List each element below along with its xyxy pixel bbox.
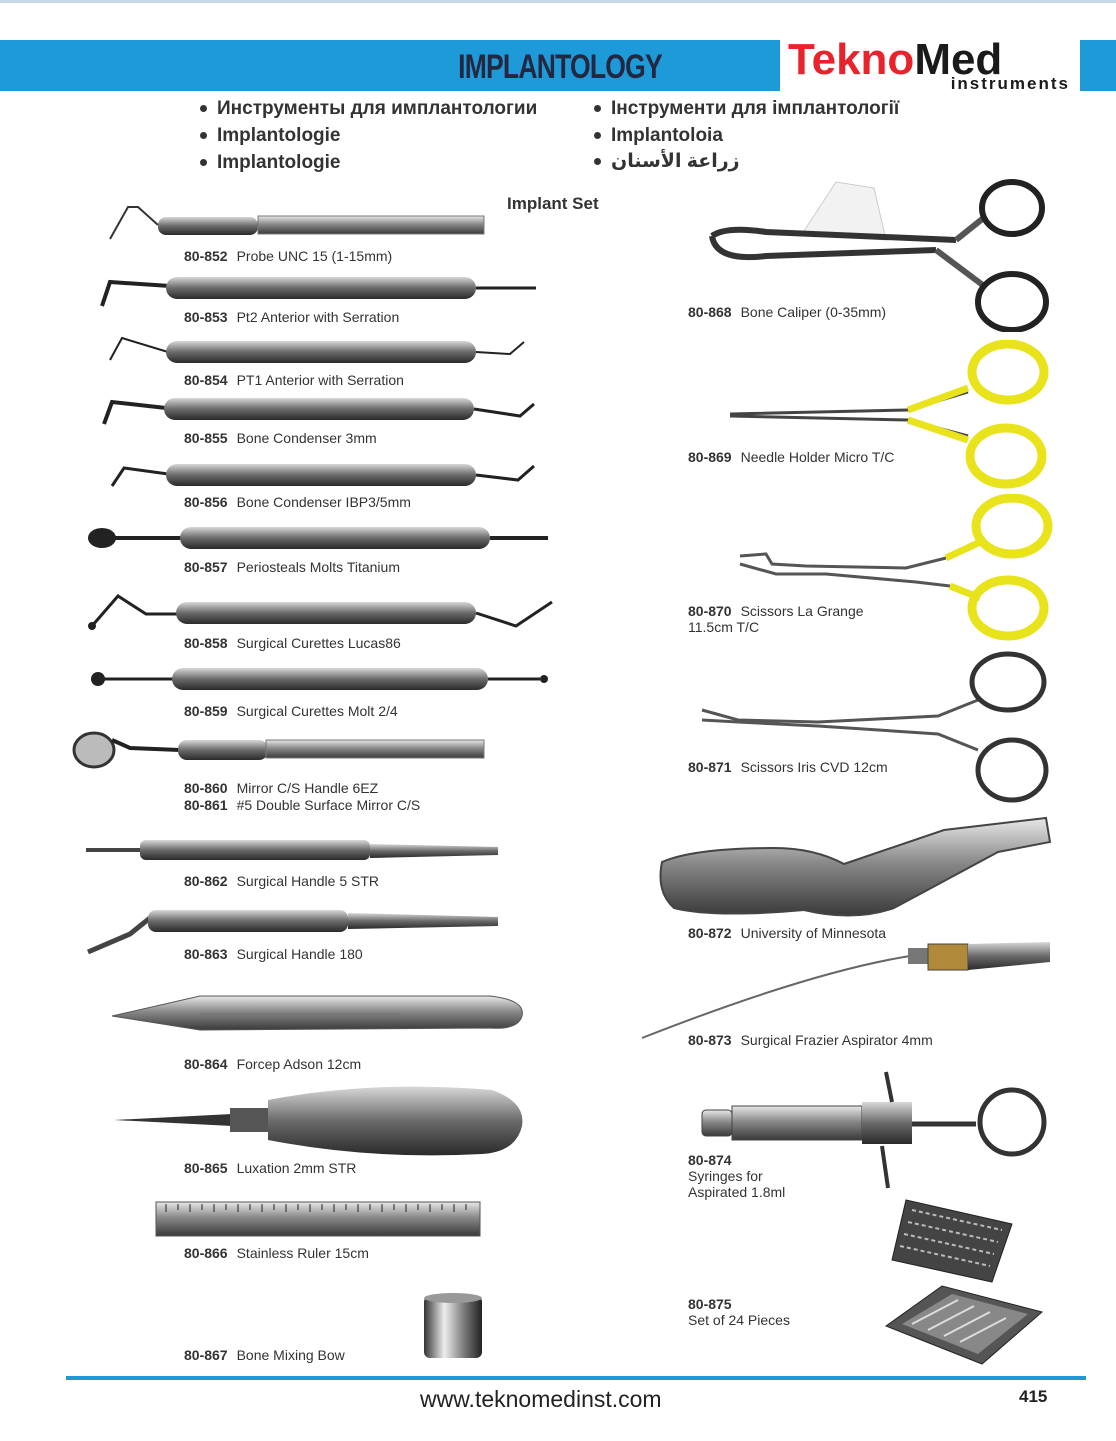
instrument-set-case-image bbox=[882, 1196, 1048, 1368]
language-item-spanish: Implantoloia bbox=[594, 125, 723, 147]
item-label-80-870-line2: 11.5cm T/C bbox=[688, 619, 760, 635]
forcep-adson-image bbox=[110, 990, 530, 1042]
anterior-pt1-image bbox=[108, 334, 538, 370]
website-url: www.teknomedinst.com bbox=[420, 1386, 662, 1412]
bone-condenser-ibp-image bbox=[108, 460, 548, 496]
item-label-80-857: 80-857 Periosteals Molts Titanium bbox=[184, 559, 400, 575]
curette-molt-image bbox=[88, 664, 552, 694]
item-label-80-865: 80-865 Luxation 2mm STR bbox=[184, 1160, 357, 1176]
surgical-handle-str-image bbox=[84, 836, 504, 864]
bone-condenser-3mm-image bbox=[100, 394, 540, 430]
language-item-russian: Инструменты для имплантологии bbox=[200, 98, 537, 120]
logo-subtitle: instruments bbox=[950, 74, 1070, 93]
item-label-80-868: 80-868 Bone Caliper (0-35mm) bbox=[688, 304, 887, 320]
item-label-80-856: 80-856 Bone Condenser IBP3/5mm bbox=[184, 494, 411, 510]
page-number: 415 bbox=[1019, 1387, 1048, 1406]
item-label-80-872: 80-872 University of Minnesota bbox=[688, 925, 887, 941]
retractor-minnesota-image bbox=[654, 812, 1054, 922]
logo-part-med: Med bbox=[914, 35, 1003, 84]
item-label-80-875: 80-875 Set of 24 Pieces bbox=[688, 1296, 790, 1328]
item-label-80-864: 80-864 Forcep Adson 12cm bbox=[184, 1056, 362, 1072]
section-title: IMPLANTOLOGY bbox=[458, 48, 662, 86]
luxation-elevator-image bbox=[112, 1082, 532, 1168]
mirror-handle-image bbox=[70, 726, 490, 772]
item-label-80-853: 80-853 Pt2 Anterior with Serration bbox=[184, 309, 400, 325]
periosteal-molts-image bbox=[86, 522, 552, 556]
mixing-bowl-image bbox=[420, 1290, 486, 1362]
footer-line bbox=[66, 1376, 1086, 1380]
language-item-french: Implantologie bbox=[200, 152, 341, 174]
item-label-80-863: 80-863 Surgical Handle 180 bbox=[184, 946, 363, 962]
curette-lucas-image bbox=[86, 592, 560, 634]
item-label-80-860: 80-860 Mirror C/S Handle 6EZ bbox=[184, 780, 379, 796]
ruler-image bbox=[154, 1200, 484, 1240]
item-label-80-870: 80-870 Scissors La Grange 11.5cm T/C bbox=[688, 603, 864, 635]
probe-image bbox=[108, 203, 488, 243]
item-label-80-866: 80-866 Stainless Ruler 15cm bbox=[184, 1245, 369, 1261]
item-label-80-874-line1: Syringes for bbox=[688, 1168, 763, 1184]
teknomed-logo bbox=[780, 36, 1080, 96]
item-label-80-861: 80-861 #5 Double Surface Mirror C/S bbox=[184, 797, 421, 813]
language-item-german: Implantologie bbox=[200, 125, 341, 147]
set-title: Implant Set bbox=[507, 194, 599, 213]
item-label-80-871: 80-871 Scissors Iris CVD 12cm bbox=[688, 759, 888, 775]
item-label-80-874-line2: Aspirated 1.8ml bbox=[688, 1184, 786, 1200]
item-label-80-867: 80-867 Bone Mixing Bow bbox=[184, 1347, 345, 1363]
scissors-iris-image bbox=[698, 650, 1054, 806]
needle-holder-image bbox=[728, 340, 1054, 492]
language-item-ukrainian: Інструменти для імплантології bbox=[594, 98, 899, 120]
frazier-aspirator-image bbox=[640, 932, 1054, 1042]
item-label-80-855: 80-855 Bone Condenser 3mm bbox=[184, 430, 377, 446]
item-label-80-858: 80-858 Surgical Curettes Lucas86 bbox=[184, 635, 401, 651]
item-label-80-852: 80-852 Probe UNC 15 (1-15mm) bbox=[184, 248, 393, 264]
item-label-80-873: 80-873 Surgical Frazier Aspirator 4mm bbox=[688, 1032, 933, 1048]
item-label-80-862: 80-862 Surgical Handle 5 STR bbox=[184, 873, 379, 889]
logo-part-tekno: Tekno bbox=[788, 35, 915, 84]
item-label-80-859: 80-859 Surgical Curettes Molt 2/4 bbox=[184, 703, 398, 719]
item-label-80-875-line2: Set of 24 Pieces bbox=[688, 1312, 790, 1328]
item-label-80-869: 80-869 Needle Holder Micro T/C bbox=[688, 449, 895, 465]
item-label-80-874: 80-874 Syringes for Aspirated 1.8ml bbox=[688, 1152, 786, 1200]
language-item-arabic: زراعة الأسنان bbox=[594, 150, 740, 173]
top-border-line bbox=[0, 0, 1116, 3]
anterior-pt2-image bbox=[100, 272, 540, 308]
item-label-80-854: 80-854 PT1 Anterior with Serration bbox=[184, 372, 404, 388]
